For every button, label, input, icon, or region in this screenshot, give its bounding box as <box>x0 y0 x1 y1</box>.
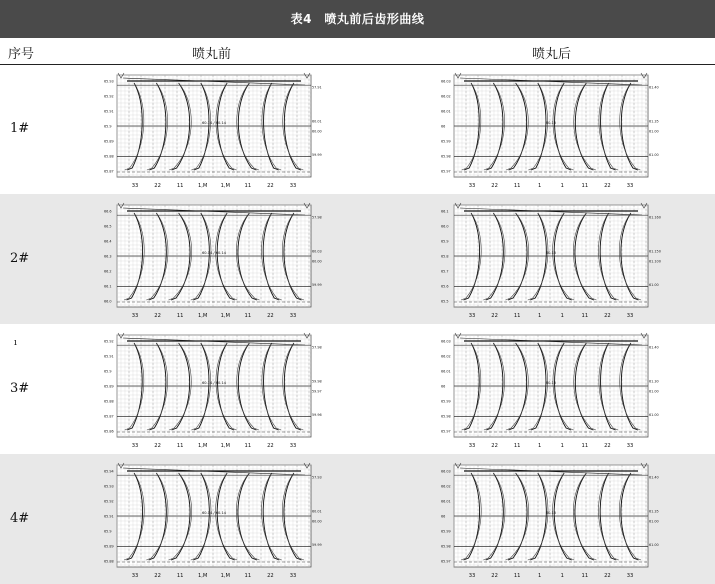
tooth-index-label: 1 <box>560 443 564 449</box>
tooth-index-label: 33 <box>131 313 139 319</box>
left-scale-label: 65.86 <box>104 429 114 434</box>
center-value-label: 60.15 <box>545 121 557 125</box>
left-scale-label: 65.7 <box>441 269 449 274</box>
tooth-index-label: 22 <box>491 183 498 189</box>
left-scale-label: 66.1 <box>441 209 449 214</box>
gear-profile-svg <box>440 197 661 321</box>
tooth-index-label: 22 <box>154 573 161 579</box>
gear-profile-svg <box>103 457 321 581</box>
left-scale-label: 65.97 <box>441 559 451 564</box>
row-number: 1# <box>10 121 30 136</box>
left-scale-label: 66 <box>441 384 446 389</box>
center-value-label: 60.15 <box>545 381 557 385</box>
table-row <box>0 324 715 454</box>
tooth-index-label: 22 <box>154 183 161 189</box>
tooth-index-label: 11 <box>176 183 184 189</box>
left-scale-label: 65.92 <box>104 499 114 504</box>
profile-chart-before <box>103 67 321 191</box>
center-value-label: 60.14 / 60.14 <box>201 251 227 255</box>
tooth-index-label: 33 <box>468 573 476 579</box>
left-scale-label: 65.99 <box>441 139 451 144</box>
left-scale-label: 65.9 <box>104 369 112 374</box>
tooth-index-label: 33 <box>131 573 139 579</box>
tooth-index-label: 1 <box>538 183 542 189</box>
right-scale-label: 59.99 <box>312 543 322 548</box>
right-scale-label: 57.93 <box>312 475 322 480</box>
center-value-label: 60.14 / 60.14 <box>201 511 227 515</box>
gear-profile-svg <box>440 457 658 581</box>
center-value-label: 60.14 / 60.14 <box>201 381 227 385</box>
profile-chart-before <box>103 457 321 581</box>
left-scale-label: 66.03 <box>441 469 451 474</box>
profile-chart-after <box>440 197 661 321</box>
tooth-index-label: 11 <box>176 313 184 319</box>
tooth-index-label: 11 <box>513 443 521 449</box>
left-scale-label: 66.2 <box>104 269 112 274</box>
gear-profile-svg <box>103 67 321 191</box>
left-scale-label: 66.6 <box>104 209 112 214</box>
tooth-index-label: 11 <box>244 443 252 449</box>
tooth-index-label: 11 <box>581 183 589 189</box>
left-scale-label: 66.03 <box>441 339 451 344</box>
profile-chart-before <box>103 197 321 321</box>
tooth-index-label: 1 <box>560 313 564 319</box>
left-scale-label: 65.88 <box>104 399 114 404</box>
tooth-index-label: 1 <box>560 573 564 579</box>
row-number: 2# <box>10 251 30 266</box>
right-scale-label: 61.00 <box>649 413 659 418</box>
left-scale-label: 65.9 <box>104 529 112 534</box>
right-scale-label: 59.96 <box>312 413 322 418</box>
tooth-index-label: 33 <box>289 313 297 319</box>
left-scale-label: 65.5 <box>441 299 449 304</box>
left-scale-label: 66.02 <box>441 354 451 359</box>
left-scale-label: 65.97 <box>441 429 451 434</box>
tooth-index-label: 22 <box>491 443 498 449</box>
left-scale-label: 66.01 <box>441 109 451 114</box>
tooth-index-label: 11 <box>244 183 252 189</box>
table-row <box>0 194 715 324</box>
tooth-index-label: 11 <box>513 183 521 189</box>
left-scale-label: 65.98 <box>441 544 451 549</box>
tooth-index-label: 22 <box>491 573 498 579</box>
tooth-index-label: 1,M <box>197 443 208 449</box>
right-scale-label: 61.00 <box>649 389 659 394</box>
tooth-index-label: 1,M <box>197 313 208 319</box>
right-scale-label: 61.35 <box>649 119 659 124</box>
tooth-index-label: 1,M <box>197 183 208 189</box>
tooth-index-label: 22 <box>267 183 274 189</box>
right-scale-label: 61.00 <box>649 543 659 548</box>
left-scale-label: 65.89 <box>104 384 114 389</box>
tooth-index-label: 33 <box>626 313 634 319</box>
tooth-index-label: 33 <box>626 573 634 579</box>
left-scale-label: 66 <box>441 514 446 519</box>
left-scale-label: 65.89 <box>104 139 114 144</box>
right-scale-label: 60.00 <box>312 519 322 524</box>
right-scale-label: 60.01 <box>312 119 322 124</box>
left-scale-label: 65.98 <box>441 154 451 159</box>
right-scale-label: 61.00 <box>649 283 659 288</box>
right-scale-label: 57.98 <box>312 215 322 220</box>
tooth-index-label: 11 <box>513 313 521 319</box>
tooth-index-label: 1,M <box>220 443 231 449</box>
gear-profile-svg <box>103 197 321 321</box>
tooth-index-label: 22 <box>604 313 611 319</box>
left-scale-label: 65.9 <box>104 124 112 129</box>
left-scale-label: 65.99 <box>441 529 451 534</box>
tooth-index-label: 22 <box>267 573 274 579</box>
left-scale-label: 65.92 <box>104 94 114 99</box>
left-scale-label: 65.91 <box>104 109 114 114</box>
tooth-index-label: 11 <box>244 313 252 319</box>
tooth-index-label: 22 <box>154 443 161 449</box>
right-scale-label: 61.40 <box>649 345 659 350</box>
profile-chart-after <box>440 327 658 451</box>
left-scale-label: 65.93 <box>104 484 114 489</box>
right-scale-label: 61.00 <box>649 153 659 158</box>
right-scale-label: 61.00 <box>649 519 659 524</box>
right-scale-label: 59.97 <box>312 389 322 394</box>
right-scale-label: 59.99 <box>312 153 322 158</box>
left-scale-label: 66 <box>441 124 446 129</box>
left-scale-label: 66.03 <box>441 79 451 84</box>
right-scale-label: 61.30 <box>649 379 659 384</box>
tooth-index-label: 1 <box>538 573 542 579</box>
right-scale-label: 57.91 <box>312 85 322 90</box>
tooth-index-label: 1,M <box>220 313 231 319</box>
left-scale-label: 66.02 <box>441 484 451 489</box>
header-seq: 序号 <box>8 47 35 62</box>
tooth-index-label: 33 <box>289 443 297 449</box>
right-scale-label: 61.160 <box>649 215 661 220</box>
left-scale-label: 66.3 <box>104 254 112 259</box>
tooth-index-label: 1 <box>538 313 542 319</box>
left-scale-label: 65.9 <box>441 239 449 244</box>
left-scale-label: 65.91 <box>104 514 114 519</box>
left-scale-label: 66.1 <box>104 284 112 289</box>
left-scale-label: 66.01 <box>441 499 451 504</box>
left-scale-label: 65.88 <box>104 559 114 564</box>
tooth-index-label: 33 <box>468 443 476 449</box>
header-after: 喷丸后 <box>532 47 572 62</box>
tooth-index-label: 22 <box>604 573 611 579</box>
right-scale-label: 61.40 <box>649 85 659 90</box>
tooth-index-label: 1 <box>538 443 542 449</box>
center-value-label: 60.14 / 60.14 <box>201 121 227 125</box>
right-scale-label: 60.00 <box>312 259 322 264</box>
left-scale-label: 65.94 <box>104 469 114 474</box>
right-scale-label: 60.00 <box>312 129 322 134</box>
left-scale-label: 65.8 <box>441 254 449 259</box>
left-scale-label: 65.99 <box>441 399 451 404</box>
left-scale-label: 65.89 <box>104 544 114 549</box>
right-scale-label: 61.100 <box>649 259 661 264</box>
right-scale-label: 61.35 <box>649 509 659 514</box>
tooth-index-label: 22 <box>154 313 161 319</box>
tooth-index-label: 1 <box>560 183 564 189</box>
tooth-index-label: 33 <box>626 183 634 189</box>
left-scale-label: 65.6 <box>441 284 449 289</box>
tooth-index-label: 33 <box>468 183 476 189</box>
tooth-index-label: 33 <box>289 573 297 579</box>
right-scale-label: 60.03 <box>312 249 322 254</box>
right-scale-label: 59.99 <box>312 283 322 288</box>
tooth-index-label: 1,M <box>197 573 208 579</box>
tooth-index-label: 11 <box>581 313 589 319</box>
left-scale-label: 65.91 <box>104 354 114 359</box>
tooth-index-label: 33 <box>289 183 297 189</box>
tooth-index-label: 1,M <box>220 183 231 189</box>
tooth-index-label: 22 <box>604 183 611 189</box>
right-scale-label: 60.01 <box>312 509 322 514</box>
tooth-index-label: 33 <box>626 443 634 449</box>
left-scale-label: 66.5 <box>104 224 112 229</box>
gear-profile-svg <box>440 67 658 191</box>
tooth-index-label: 22 <box>491 313 498 319</box>
row-number: 3# <box>10 381 30 396</box>
left-scale-label: 65.97 <box>441 169 451 174</box>
gear-profile-svg <box>103 327 321 451</box>
center-value-label: 60.15 <box>545 251 557 255</box>
right-scale-label: 59.98 <box>312 379 322 384</box>
tooth-index-label: 22 <box>267 313 274 319</box>
table-caption: 表4 喷丸前后齿形曲线 <box>0 0 715 38</box>
table-row <box>0 454 715 584</box>
tooth-index-label: 33 <box>468 313 476 319</box>
tooth-index-label: 11 <box>581 443 589 449</box>
tooth-index-label: 33 <box>131 443 139 449</box>
left-scale-label: 66.4 <box>104 239 112 244</box>
tooth-index-label: 22 <box>267 443 274 449</box>
tooth-index-label: 22 <box>604 443 611 449</box>
left-scale-label: 65.87 <box>104 414 114 419</box>
left-scale-label: 66.02 <box>441 94 451 99</box>
left-scale-label: 65.87 <box>104 169 114 174</box>
right-scale-label: 61.150 <box>649 249 661 254</box>
tooth-index-label: 11 <box>176 573 184 579</box>
header-before: 喷丸前 <box>192 47 232 62</box>
right-scale-label: 57.98 <box>312 345 322 350</box>
left-scale-label: 65.98 <box>441 414 451 419</box>
tooth-index-label: 33 <box>131 183 139 189</box>
profile-chart-after <box>440 457 658 581</box>
left-scale-label: 66.0 <box>104 299 112 304</box>
tooth-index-label: 11 <box>581 573 589 579</box>
tooth-index-label: 11 <box>244 573 252 579</box>
stray-mark: ı <box>14 338 17 348</box>
left-scale-label: 66.0 <box>441 224 449 229</box>
center-value-label: 60.15 <box>545 511 557 515</box>
tooth-index-label: 11 <box>176 443 184 449</box>
gear-profile-svg <box>440 327 658 451</box>
right-scale-label: 61.40 <box>649 475 659 480</box>
table-header <box>0 38 715 65</box>
table-row <box>0 64 715 194</box>
profile-chart-after <box>440 67 658 191</box>
row-number: 4# <box>10 511 30 526</box>
left-scale-label: 66.01 <box>441 369 451 374</box>
right-scale-label: 61.00 <box>649 129 659 134</box>
left-scale-label: 65.93 <box>104 79 114 84</box>
tooth-index-label: 1,M <box>220 573 231 579</box>
left-scale-label: 65.92 <box>104 339 114 344</box>
tooth-index-label: 11 <box>513 573 521 579</box>
left-scale-label: 65.88 <box>104 154 114 159</box>
profile-chart-before <box>103 327 321 451</box>
